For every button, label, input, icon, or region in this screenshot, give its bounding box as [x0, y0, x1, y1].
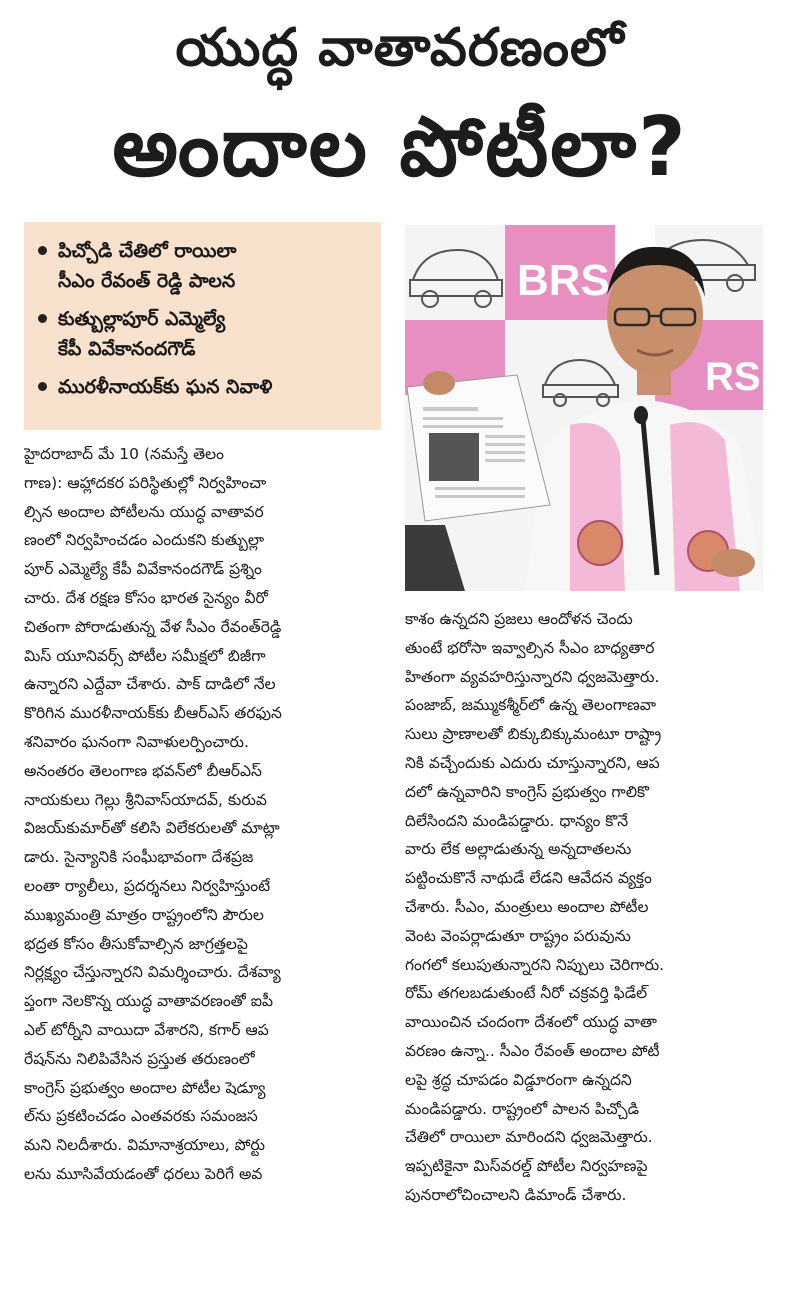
article-line: భద్రత కోసం తీసుకోవాల్సిన జాగ్రత్తలపై — [24, 934, 248, 953]
article-line: కాశం ఉన్నదని ప్రజలు ఆందోళన చెందు — [405, 610, 633, 628]
highlight-line: సీఎం రేవంత్ రెడ్డి పాలన — [58, 270, 236, 292]
article-line: రోమ్ తగలబడుతుంటే నీరో చక్రవర్తి ఫిడేల్ — [405, 984, 648, 1003]
brs-backdrop-text-2: RS — [705, 355, 761, 399]
article-line: ణంలో నిర్వహించడం ఎందుకని కుత్బుల్లా — [24, 531, 265, 550]
brs-backdrop-text: BRS — [517, 256, 610, 305]
highlight-line: పిచ్చోడి చేతిలో రాయిలా — [58, 240, 237, 262]
article-line: చారు. దేశ రక్షణ కోసం భారత సైన్యం వీరో — [24, 588, 268, 607]
article-line: దిలేసిందని మండిపడ్డారు. ధాన్యం కొనే — [405, 811, 629, 830]
highlight-line: కుత్బుల్లాపూర్ ఎమ్మెల్యే — [58, 308, 226, 330]
article-line: ఉన్నారని ఎద్దేవా చేశారు. పాక్ దాడిలో నేల — [24, 675, 276, 694]
highlight-line: కేపీ వివేకానందగౌడ్ — [58, 338, 196, 360]
article-line: కాంగ్రెస్ ప్రభుత్వం అందాల పోటీల షెడ్యూ — [24, 1078, 266, 1097]
article-line: రేషన్‌ను నిలిపివేసిన ప్రస్తుత తరుణంలో — [24, 1049, 255, 1068]
headline-line-1: యుద్ధ వాతావరణంలో — [175, 18, 625, 78]
bullet-icon — [38, 314, 47, 323]
article-line: చేతిలో రాయిలా మారిందని ధ్వజమెత్తారు. — [405, 1128, 653, 1147]
article-line: లపై శ్రద్ధ చూపడం విడ్డూరంగా ఉన్నదని — [405, 1070, 632, 1089]
article-line: పట్టించుకొనే నాథుడే లేడని ఆవేదన వ్యక్తం — [405, 869, 652, 888]
highlight-item — [36, 372, 371, 402]
headline-line-2: అందాల పోటీలా? — [112, 100, 688, 195]
highlight-item — [36, 304, 371, 364]
press-conference-photo — [405, 225, 763, 591]
article-line: శనివారం ఘనంగా నివాళులర్పించారు. — [24, 732, 249, 751]
article-column-1 — [24, 440, 389, 1189]
article-line: లను మూసివేయడంతో ధరలు పెరిగే అవ — [24, 1164, 263, 1183]
article-line: మండిపడ్డారు. రాష్ట్రంలో పాలన పిచ్చోడి — [405, 1099, 640, 1118]
press-photo-illustration — [405, 225, 763, 591]
article-line: నికి వచ్చేందుకు ఎదురు చూస్తున్నారని, ఆప — [405, 753, 660, 772]
article-line: విజయ్‌కుమార్‌తో కలిసి విలేకరులతో మాట్లా — [24, 819, 280, 838]
article-line: చితంగా పోరాడుతున్న వేళ సీఎం రేవంత్‌రెడ్డి — [24, 617, 282, 636]
article-line: గాణ): ఆహ్లాదకర పరిస్థితుల్లో నిర్వహించా — [24, 473, 267, 492]
article-line: పంజాబ్, జమ్ముకశ్మీర్‌లో ఉన్న తెలంగాణవా — [405, 696, 657, 715]
article-line: మిస్ యూనివర్స్ పోటీల సమీక్షలో బిజీగా — [24, 646, 266, 665]
article-line: పునరాలోచించాలని డిమాండ్ చేశారు. — [405, 1185, 627, 1204]
bullet-icon — [38, 246, 47, 255]
article-line: ఎల్ టోర్నీని వాయిదా వేశారని, కగార్ ఆప — [24, 1020, 269, 1039]
highlights-box — [24, 222, 381, 430]
highlight-item — [36, 236, 371, 296]
article-line: లంతా ర్యాలీలు, ప్రదర్శనలు నిర్వహిస్తుంటే — [24, 876, 271, 895]
article-line: నిర్లక్ష్యం చేస్తున్నారని విమర్శించారు. దేశవ్యా — [24, 963, 281, 982]
article-line: ల్సిన అందాల పోటీలను యుద్ధ వాతావర — [24, 502, 264, 521]
article-line: వాయించిన చందంగా దేశంలో యుద్ధ వాతా — [405, 1013, 657, 1032]
article-line: గంగలో కలుపుతున్నారని నిప్పులు చెరిగారు. — [405, 955, 665, 974]
article-line: పూర్ ఎమ్మెల్యే కేపీ వివేకానందగౌడ్ ప్రశ్నిం — [24, 560, 262, 579]
article-line: హైదరాబాద్ మే 10 (నమస్తే తెలం — [24, 445, 224, 463]
article-line: తుంటే భరోసా ఇవ్వాల్సిన సీఎం బాధ్యతార — [405, 638, 655, 657]
article-line: మని నిలదీశారు. విమానాశ్రయాలు, పోర్టు — [24, 1136, 265, 1155]
article-line: నాయకులు గెల్లు శ్రీనివాస్‌యాదవ్, కురువ — [24, 790, 267, 809]
article-line: చేశారు. సీఎం, మంత్రులు అందాల పోటీల — [405, 897, 649, 916]
article-line: ఇప్పటికైనా మిస్‌వరల్డ్ పోటీల నిర్వహణపై — [405, 1157, 648, 1176]
article-line: దలో ఉన్నవారిని కాంగ్రెస్ ప్రభుత్వం గాలికొ — [405, 782, 650, 801]
bullet-icon — [38, 382, 47, 391]
article-line: వరణం ఉన్నా.. సీఎం రేవంత్ అందాల పోటీ — [405, 1041, 660, 1060]
article-line: డారు. సైన్యానికి సంఘీభావంగా దేశప్రజ — [24, 848, 254, 867]
highlight-line: మురళీనాయక్‌కు ఘన నివాళి — [58, 376, 273, 398]
article-line: వెంట వెంపర్లాడుతూ రాష్ట్రం పరువును — [405, 926, 631, 945]
article-line: వారు లేక అల్లాడుతున్న అన్నదాతలను — [405, 840, 632, 859]
article-line: అనంతరం తెలంగాణ భవన్‌లో బీఆర్‌ఎస్ — [24, 761, 262, 780]
article-line: ముఖ్యమంత్రి మాత్రం రాష్ట్రంలోని పౌరుల — [24, 905, 264, 924]
article-line: ప్తంగా నెలకొన్న యుద్ధ వాతావరణంతో ఐపీ — [24, 992, 274, 1011]
article-line: సులు ప్రాణాలతో బిక్కుబిక్కుమంటూ రాష్ట్రా — [405, 725, 662, 744]
article-column-2 — [405, 605, 773, 1210]
article-line: ల్‌ను ప్రకటించడం ఎంతవరకు సమంజస — [24, 1107, 258, 1126]
article-line: హితంగా వ్యవహరిస్తున్నారని ధ్వజమెత్తారు. — [405, 667, 660, 686]
article-line: కొరిగిన మురళీనాయక్‌కు బీఆర్‌ఎస్ తరఫున — [24, 704, 282, 723]
